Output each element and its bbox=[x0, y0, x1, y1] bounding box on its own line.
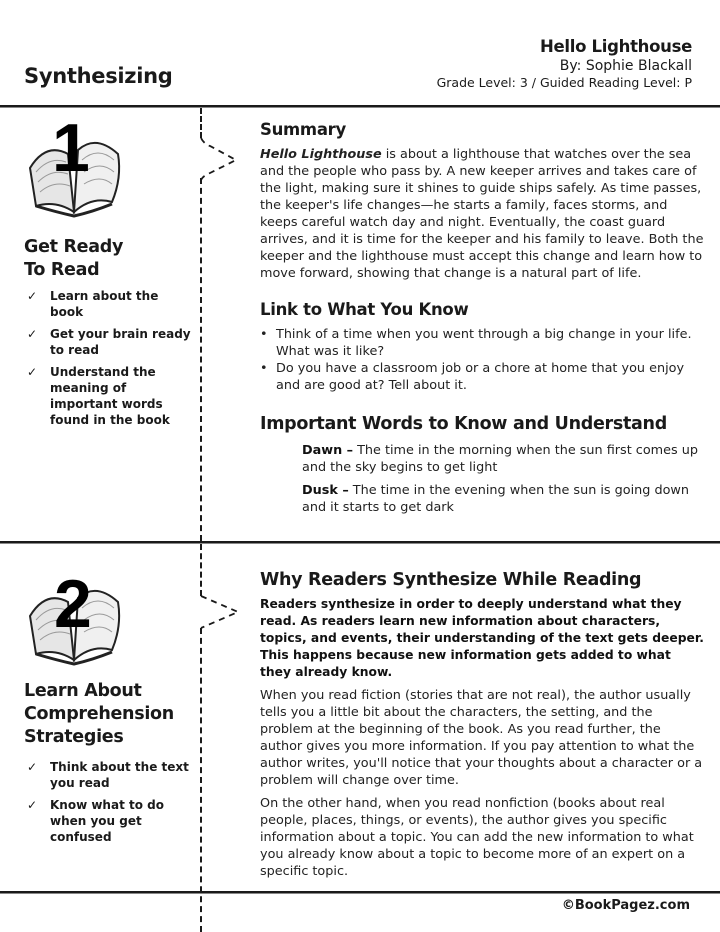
bullet-item: • Think of a time when you went through a big change in your life. What was it like? bbox=[260, 327, 692, 359]
step-2-content bbox=[260, 570, 705, 880]
step-2-panel bbox=[24, 566, 194, 851]
vocab-term: Dusk – bbox=[302, 483, 349, 498]
vocab-term: Dawn – bbox=[302, 443, 354, 458]
why-heading: Why Readers Synthesize While Reading bbox=[260, 570, 642, 590]
checklist-item: ✓ Learn about the book bbox=[27, 289, 159, 319]
copyright: ©BookPagez.com bbox=[561, 898, 690, 913]
vocab-item: Dusk – The time in the evening when the sun is going down and it starts to get dark bbox=[302, 483, 690, 515]
words-heading: Important Words to Know and Understand bbox=[260, 414, 667, 434]
bullet-icon: • bbox=[260, 361, 268, 376]
summary-text: Hello Lighthouse is about a lighthouse that watches over the sea and the people who pass by. A new keeper arrives and takes care of the light, making sure it shines to guide ships safely. As time passes, the keeper's life changes—he starts a family, faces storms, and keeps careful watch day and night. Eventually, the coast guard arrives, and it is time for the keeper and his family to leave. Both the keeper and the lighthouse must accept this change and learn how to move forward, showing that change is a natural part of life. bbox=[260, 147, 704, 281]
checklist bbox=[24, 759, 194, 845]
link-bullets bbox=[260, 326, 705, 394]
divider-bottom bbox=[0, 891, 720, 894]
step-title: Strategies bbox=[24, 727, 124, 747]
checkmark-icon: ✓ bbox=[27, 760, 38, 774]
checklist bbox=[24, 288, 194, 428]
checkmark-icon: ✓ bbox=[27, 327, 38, 341]
step-title: Learn About bbox=[24, 681, 142, 701]
step-1-content bbox=[260, 120, 705, 516]
book-name: Hello Lighthouse bbox=[260, 147, 382, 162]
dashed-separator bbox=[200, 544, 202, 596]
strategy-title: Synthesizing bbox=[24, 64, 173, 88]
dashed-separator bbox=[200, 108, 202, 138]
dashed-separator bbox=[200, 628, 202, 932]
why-bold-paragraph: Readers synthesize in order to deeply understand what they read. As readers learn new information about characters, topics, and events, their understanding of the text gets deeper. This happens because new information gets added to what they already know. bbox=[260, 597, 704, 679]
checkmark-icon: ✓ bbox=[27, 365, 38, 379]
step-number: 2 bbox=[54, 566, 92, 642]
step-1-panel bbox=[24, 110, 194, 434]
checklist-item: ✓ Get your brain ready to read bbox=[27, 327, 191, 357]
arrow-right-icon bbox=[200, 136, 244, 182]
checkmark-icon: ✓ bbox=[27, 798, 38, 812]
open-book-icon bbox=[26, 110, 126, 218]
bullet-icon: • bbox=[260, 327, 268, 342]
step-title: Comprehension bbox=[24, 704, 174, 724]
arrow-right-icon bbox=[200, 594, 244, 630]
open-book-icon bbox=[26, 566, 126, 666]
step-number: 1 bbox=[52, 110, 90, 186]
checklist-item: ✓ Think about the text you read bbox=[27, 760, 189, 790]
summary-heading: Summary bbox=[260, 120, 346, 139]
reading-level: Grade Level: 3 / Guided Reading Level: P bbox=[436, 75, 692, 90]
book-info bbox=[437, 37, 692, 91]
fiction-paragraph: When you read fiction (stories that are not real), the author usually tells you a little bit about the characters, the setting, and the problem at the beginning of the book. As you read further, the author gives you more information. If you pay attention to what the author writes, you'll notice that your thoughts about a character or a problem will change over time. bbox=[260, 688, 703, 788]
checklist-item: ✓ Know what to do when you get confused bbox=[27, 798, 164, 844]
bullet-item: • Do you have a classroom job or a chore at home that you enjoy and are good at? Tell about it. bbox=[260, 361, 685, 393]
step-title: To Read bbox=[24, 260, 100, 280]
book-title: Hello Lighthouse bbox=[539, 37, 692, 56]
divider-middle bbox=[0, 541, 720, 544]
checkmark-icon: ✓ bbox=[27, 289, 38, 303]
checklist-item: ✓ Understand the meaning of important words found in the book bbox=[27, 365, 170, 427]
divider-top bbox=[0, 105, 720, 108]
vocab-item: Dawn – The time in the morning when the sun first comes up and the sky begins to get light bbox=[302, 443, 698, 475]
dashed-separator bbox=[200, 178, 202, 541]
link-heading: Link to What You Know bbox=[260, 300, 469, 319]
book-author: By: Sophie Blackall bbox=[559, 58, 692, 74]
step-title: Get Ready bbox=[24, 237, 124, 257]
nonfiction-paragraph: On the other hand, when you read nonfiction (books about real people, places, things, or events), the author gives you specific information about a topic. You can add the new information to what you already know about a topic to become more of an expert on a specific topic. bbox=[260, 796, 694, 879]
